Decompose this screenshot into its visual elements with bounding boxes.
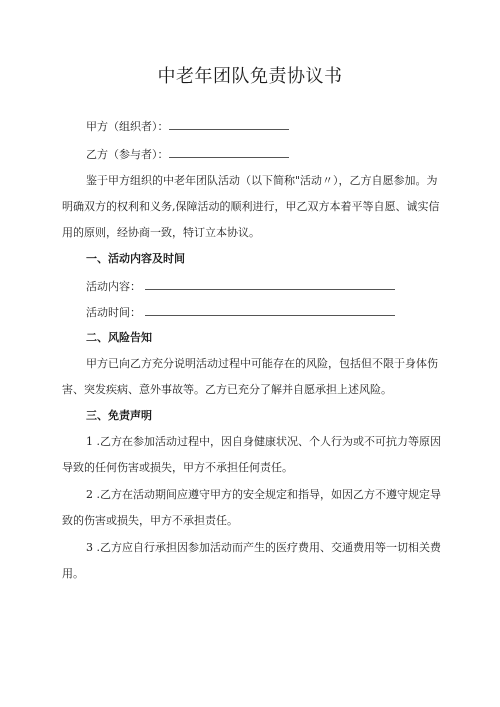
party-b-row (86, 146, 289, 163)
section3-heading: 三、免责声明 (86, 409, 152, 422)
activity-time-row (86, 304, 395, 321)
party-a-label: 甲方（组织者）： (86, 120, 169, 133)
clause3-line-2: 用。 (62, 567, 84, 580)
party-a-row (86, 118, 289, 135)
section1-heading: 一、活动内容及时间 (86, 252, 185, 265)
risk-line-2: 害、突发疾病、意外事故等。乙方已充分了解并自愿承担上述风险。 (62, 383, 392, 396)
activity-content-blank (145, 278, 395, 290)
activity-time-label: 活动时间： (86, 306, 141, 319)
activity-content-label: 活动内容： (86, 280, 141, 293)
clause1-line-1: 1 .乙方在参加活动过程中，因自身健康状况、个人行为或不可抗力等原因 (86, 435, 441, 448)
document-title: 中老年团队免责协议书 (157, 66, 343, 87)
clause3-line-1: 3 .乙方应自行承担因参加活动而产生的医疗费用、交通费用等一切相关费 (86, 541, 441, 554)
clause1-line-2: 导致的任何伤害或损失，甲方不承担任何责任。 (62, 461, 293, 474)
intro-line-1: 鉴于甲方组织的中老年团队活动（以下简称"活动〃），乙方自愿参加。为 (86, 174, 438, 187)
activity-time-blank (145, 304, 395, 316)
clause2-line-1: 2 .乙方在活动期间应遵守甲方的安全规定和指导，如因乙方不遵守规定导 (86, 488, 441, 501)
party-b-label: 乙方（参与者）： (86, 148, 169, 161)
activity-content-row (86, 278, 395, 295)
intro-line-2: 明确双方的权利和义务,保障活动的顺利进行，甲乙双方本着平等自愿、诚实信 (62, 200, 440, 213)
party-b-blank (169, 146, 289, 158)
risk-line-1: 甲方已向乙方充分说明活动过程中可能存在的风险，包括但不限于身体伤 (86, 357, 438, 370)
party-a-blank (169, 118, 289, 130)
intro-line-3: 用的原则，经协商一致，特订立本协议。 (62, 226, 260, 239)
clause2-line-2: 致的伤害或损失，甲方不承担责任。 (62, 514, 238, 527)
section2-heading: 二、风险告知 (86, 331, 152, 344)
